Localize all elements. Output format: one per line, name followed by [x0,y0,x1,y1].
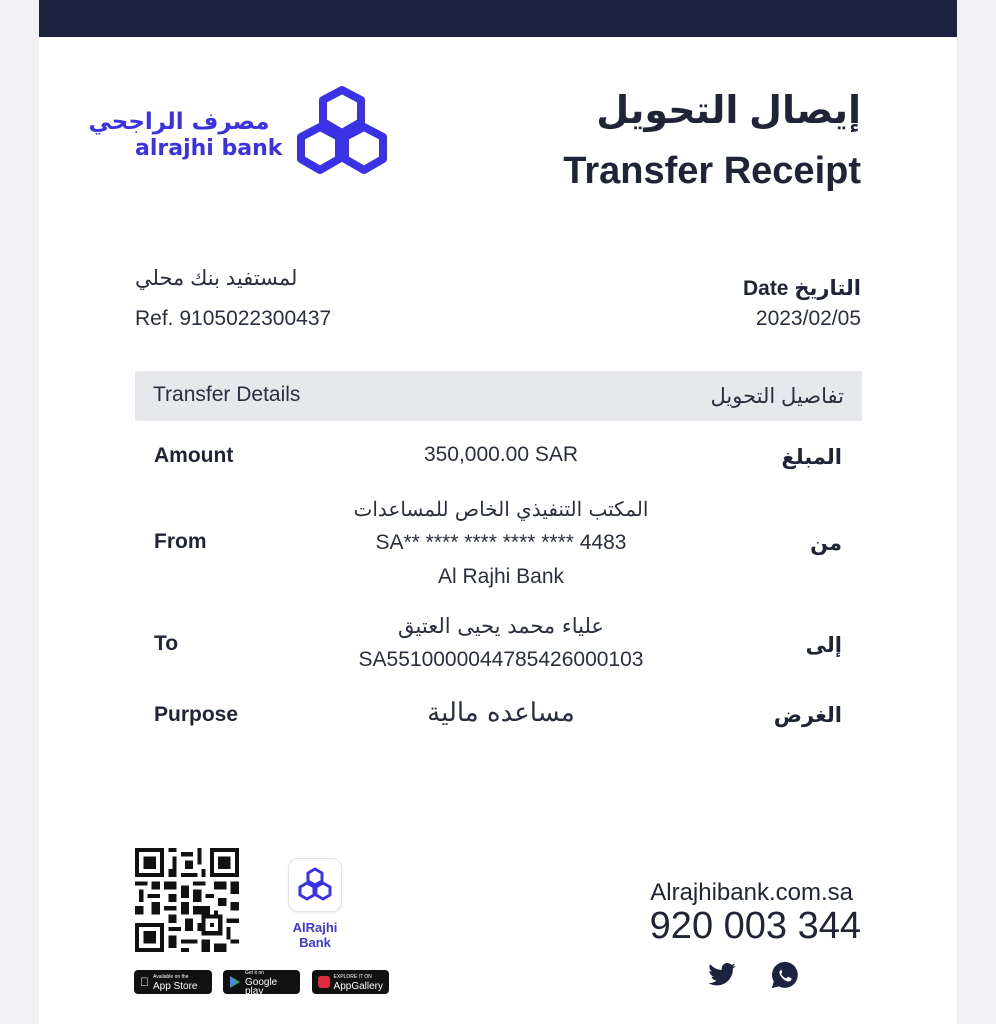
app-store-small: Available on the [144,974,180,980]
to-account: SA5510000044785426000103 [358,648,644,671]
transfer-details-en: Transfer Details [153,383,301,406]
to-label-en: To [154,632,179,655]
alrajhi-logo [88,84,390,179]
amount-value: 350,000.00 SAR [423,443,579,466]
play-icon [229,976,241,988]
top-bar [39,0,957,37]
amount-label-ar: المبلغ [781,446,842,469]
google-play-badge[interactable] [223,969,300,997]
date-label [743,276,861,301]
from-bank: Al Rajhi Bank [437,565,565,588]
app-icon[interactable] [288,858,342,912]
amount-label-en: Amount [154,444,234,467]
to-name: علياء محمد يحيى العتيق [398,614,604,638]
logo-mark-icon [301,90,383,170]
huawei-icon [318,976,330,988]
purpose-label-en: Purpose [154,703,239,726]
title-english: Transfer Receipt [563,150,861,192]
app-store-badge[interactable] [134,970,212,994]
google-play-label: Google play [245,976,278,997]
from-label-en: From [154,530,207,553]
app-store-label: App Store [144,981,189,992]
receipt-page [39,0,957,1024]
reference-number: Ref. 9105022300437 [135,307,332,330]
app-gallery-badge[interactable] [312,970,389,994]
beneficiary-type: لمستفيد بنك محلي [135,267,298,290]
to-label-ar: إلى [805,634,842,657]
date-label-en: Date [742,277,789,300]
apple-icon [140,975,149,989]
app-logo-icon [289,859,341,911]
whatsapp-icon[interactable] [770,960,800,990]
from-label-ar: من [810,532,842,555]
from-account: SA** **** **** **** **** 4483 [375,531,627,554]
from-name: المكتب التنفيذي الخاص للمساعدات [353,497,649,521]
transfer-details-ar: تفاصيل التحويل [710,385,844,408]
date-value: 2023/02/05 [755,307,861,330]
app-gallery-label: AppGallery [333,981,383,992]
transfer-details-header [135,371,862,421]
logo-text-ar: مصرف الراجحي [88,109,270,135]
logo-text-en: alrajhi bank [135,136,283,161]
app-gallery-small: EXPLORE IT ON [333,974,372,980]
purpose-label-ar: الغرض [773,704,842,727]
website-link[interactable]: Alrajhibank.com.sa [650,879,853,906]
app-name: AlRajhi Bank [292,920,338,950]
date-label-ar: التاريخ [794,277,861,300]
qr-code-icon[interactable] [135,848,239,952]
google-play-small: Get it on [245,969,264,976]
twitter-icon[interactable] [707,960,737,990]
title-arabic: إيصال التحويل [596,90,861,132]
phone-number[interactable]: 920 003 344 [649,905,861,947]
purpose-value: مساعده مالية [427,698,575,728]
